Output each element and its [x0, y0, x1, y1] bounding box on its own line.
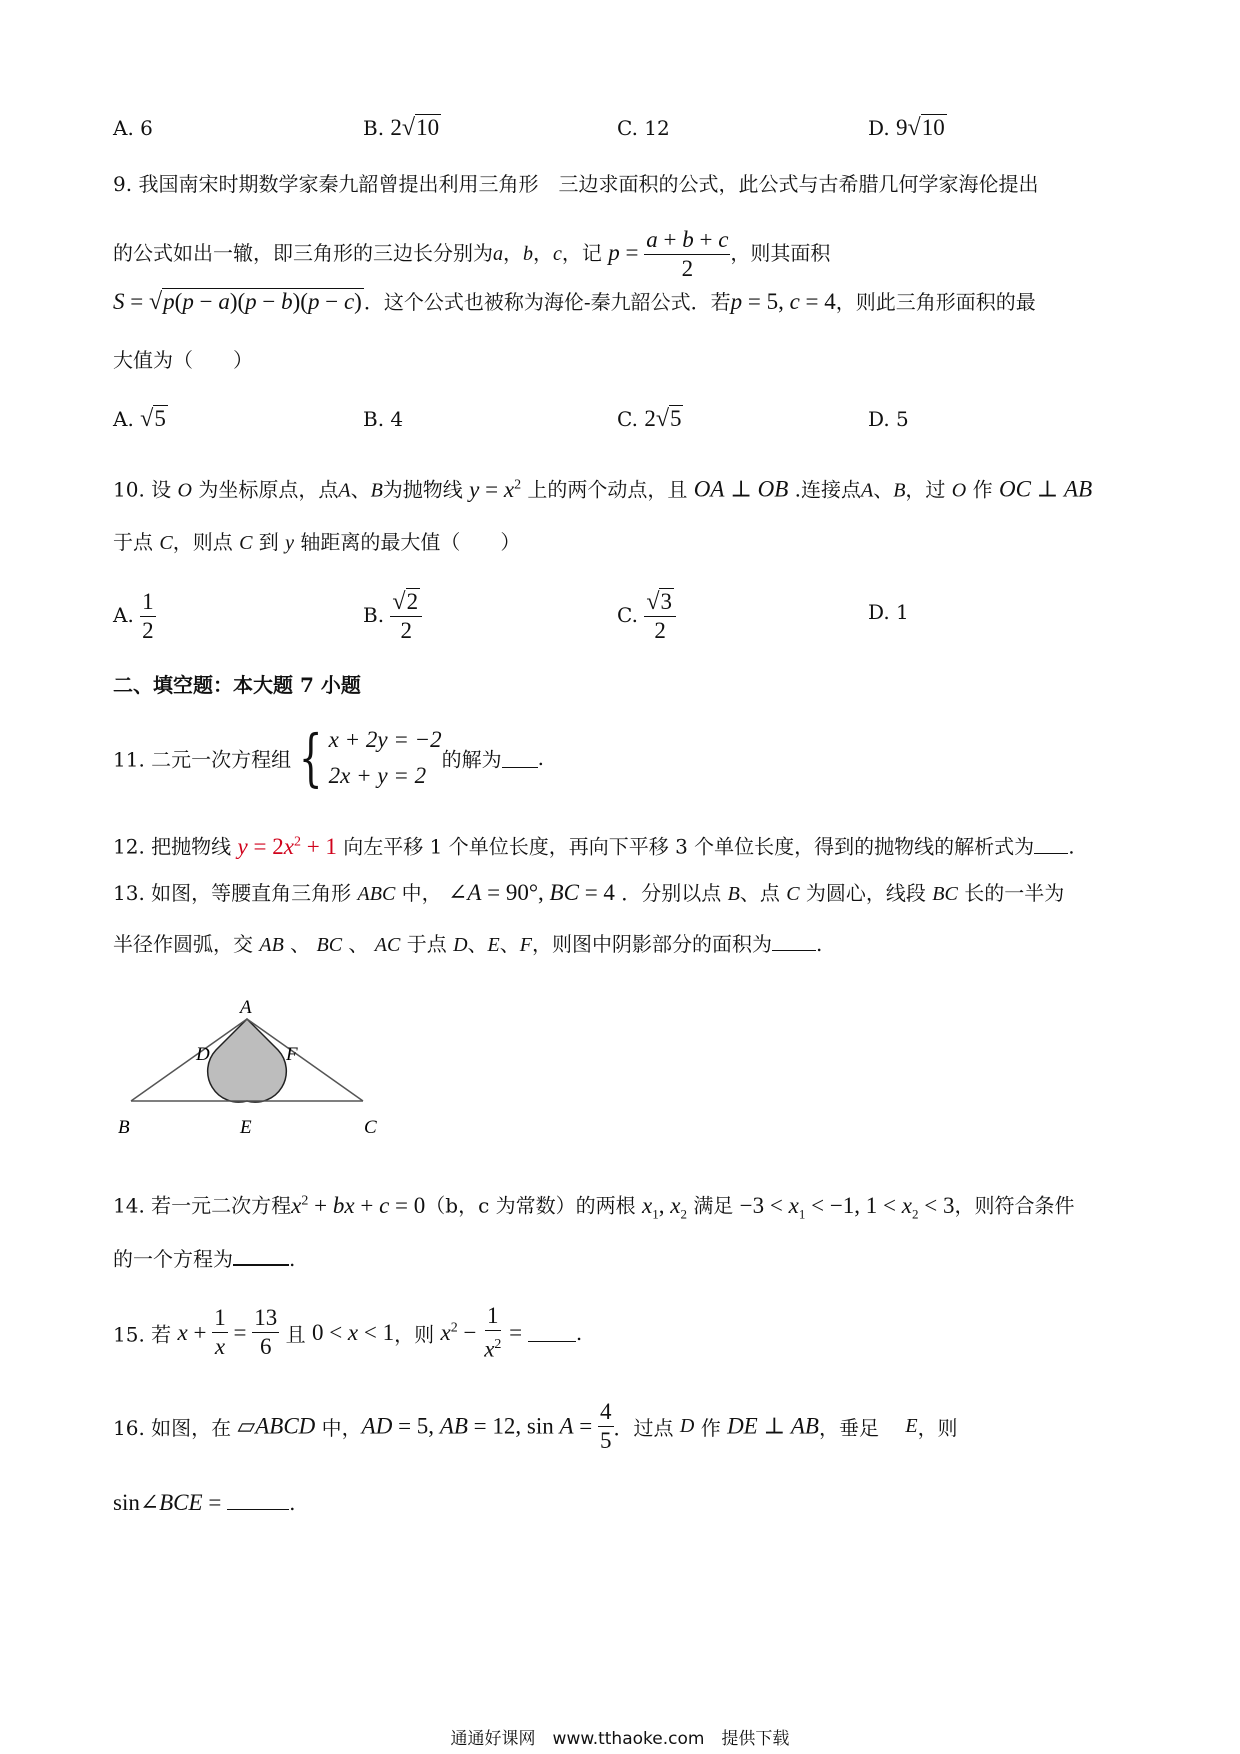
q13-line1: 13. 如图，等腰直角三角形 ABC 中， ∠A = 90°, BC = 4 ．分别以点 B、点 C 为圆心，线段 BC 长的一半为 — [113, 880, 1065, 905]
section-heading: 二、填空题：本大题 7 小题 — [113, 673, 361, 697]
q12-parabola: $y = 2x^2 + 1$ — [237, 833, 337, 859]
q13-triangle-figure — [110, 978, 390, 1153]
q10-option-b: B. $\frac{√2}{2}$ — [363, 585, 422, 645]
q8-option-b: B. 2√10 — [363, 115, 440, 141]
q9-option-d: D. 5 — [868, 407, 909, 431]
shaded-region — [208, 1019, 287, 1102]
footer-watermark: 通通好课网 www.tthaoke.com 提供下载 — [450, 1729, 790, 1749]
q13-line2: 半径作圆弧，交 AB 、 BC 、 AC 于点 D、E、F，则图中阴影部分的面积为 . — [113, 932, 823, 956]
q16-line1: 16. 如图，在 ▱ABCD 中，AD = 5, AB = 12, sin A = $\frac{4}{5}$ ．过点 D 作 DE ⊥ AB，垂足 E，则 — [113, 1399, 958, 1453]
q8-option-a: A. 6 — [113, 116, 153, 140]
q9-line3: S = √p(p − a)(p − b)(p − c) ．这个公式也被称为海伦-秦九韶公式．若p = 5, c = 4，则此三角形面积的最 — [113, 289, 1036, 315]
label-c: C — [364, 1117, 377, 1138]
q10-option-c: C. $\frac{√3}{2}$ — [617, 585, 676, 645]
q10-line1: 10. 设 O 为坐标原点，点A、B为抛物线 $y = x^2$ 上的两个动点，且 OA ⊥ OB .连接点A、B，过 O 作 OC ⊥ AB — [113, 476, 1093, 502]
q9-line2: 的公式如出一辙，即三角形的三边长分别为a，b，c，记 p = $\frac{a + b + c}{2}$ ，则其面积 — [113, 227, 831, 281]
q14-line1: 14. 若一元二次方程$x^2$ + bx + c = 0（b，c 为常数）的两根 $x_1$, $x_2$ 满足 $-3 < x_1 < -1$, $1 < x_2 < 3$，则符合条件 — [113, 1192, 1075, 1222]
q10-option-d: D. 1 — [868, 600, 909, 624]
q10-line2: 于点 C，则点 C 到 y 轴距离的最大值（ ） — [113, 530, 521, 554]
q15: 15. 若 x + $\frac{1}{x}$ = $\frac{13}{6}$ 且 0 < x < 1，则 $x^2$ − $\frac{1}{x^2}$ = . — [113, 1303, 583, 1362]
q9-option-b: B. 4 — [363, 407, 404, 431]
q9-line1: 9. 我国南宋时期数学家秦九韶曾提出利用三角形 三边求面积的公式，此公式与古希腊几何学家海伦提出 — [113, 172, 1039, 196]
q10-option-a: A. $\frac{1}{2}$ — [113, 589, 154, 643]
q11: 11. 二元一次方程组 { x + 2y = −2 2x + y = 2 的解为 . — [113, 721, 544, 794]
q9-option-c: C. 2√5 — [617, 406, 682, 432]
q8-option-d: D. 9√10 — [868, 115, 945, 141]
q8-option-c: C. 12 — [617, 116, 670, 140]
q16-line2: sin∠BCE = . — [113, 1490, 296, 1515]
label-d: D — [196, 1044, 210, 1065]
label-f: F — [286, 1044, 298, 1065]
label-e: E — [240, 1117, 252, 1138]
label-a: A — [240, 997, 252, 1018]
label-b: B — [118, 1117, 130, 1138]
q9-option-a: A. √5 — [113, 406, 166, 432]
q12: 12. 把抛物线 $y = 2x^2 + 1$ 向左平移 1 个单位长度，再向下平移 3 个单位长度，得到的抛物线的解析式为 . — [113, 833, 1075, 859]
q9-line4: 大值为（ ） — [113, 348, 253, 372]
q14-line2: 的一个方程为 . — [113, 1247, 296, 1271]
